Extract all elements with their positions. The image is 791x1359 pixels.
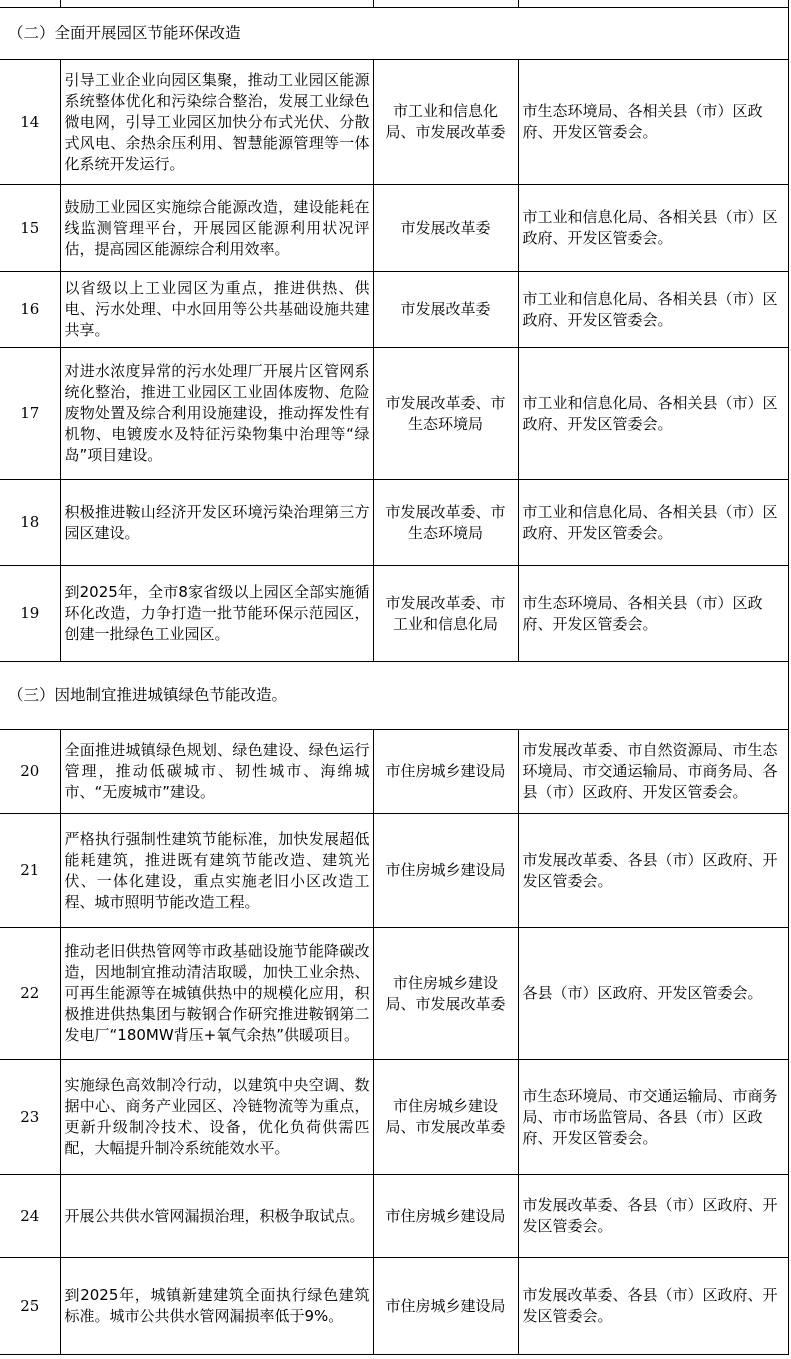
row-number: 23 xyxy=(0,1060,60,1175)
task-description: 到2025年，全市8家省级以上园区全部实施循环化改造，力争打造一批节能环保示范园区，创建一批绿色工业园区。 xyxy=(60,566,373,662)
table-row xyxy=(0,1060,788,1175)
table-row xyxy=(0,814,788,928)
table-row xyxy=(0,272,788,348)
task-description: 以省级以上工业园区为重点，推进供热、供电、污水处理、中水回用等公共基础设施共建共享。 xyxy=(60,272,373,348)
section-header-row xyxy=(0,8,788,60)
row-number: 20 xyxy=(0,730,60,814)
cooperating-departments: 市发展改革委、各县（市）区政府、开发区管委会。 xyxy=(518,1175,788,1258)
row-number: 25 xyxy=(0,1258,60,1355)
cooperating-departments: 市发展改革委、各县（市）区政府、开发区管委会。 xyxy=(518,1258,788,1355)
cooperating-departments: 市工业和信息化局、各相关县（市）区政府、开发区管委会。 xyxy=(518,480,788,566)
row-number: 22 xyxy=(0,928,60,1060)
cooperating-departments: 市发展改革委、市自然资源局、市生态环境局、市交通运输局、市商务局、各县（市）区政府、开发区管委会。 xyxy=(518,730,788,814)
lead-department: 市发展改革委、市生态环境局 xyxy=(373,480,518,566)
lead-department: 市住房城乡建设局、市发展改革委 xyxy=(373,1060,518,1175)
previous-row-remnant xyxy=(0,0,788,8)
lead-department: 市住房城乡建设局 xyxy=(373,730,518,814)
row-number: 21 xyxy=(0,814,60,928)
lead-department: 市住房城乡建设局 xyxy=(373,1258,518,1355)
task-description: 引导工业企业向园区集聚，推动工业园区能源系统整体优化和污染综合整治，发展工业绿色微电网，引导工业园区加快分布式光伏、分散式风电、余热余压利用、智慧能源管理等一体化系统开发运行。 xyxy=(60,60,373,185)
table-row xyxy=(0,185,788,272)
row-number: 18 xyxy=(0,480,60,566)
row-number: 19 xyxy=(0,566,60,662)
cooperating-departments: 市工业和信息化局、各相关县（市）区政府、开发区管委会。 xyxy=(518,348,788,480)
cooperating-departments: 市生态环境局、各相关县（市）区政府、开发区管委会。 xyxy=(518,566,788,662)
table-row xyxy=(0,1175,788,1258)
task-description: 推动老旧供热管网等市政基础设施节能降碳改造，因地制宜推动清洁取暖，加快工业余热、可再生能源等在城镇供热中的规模化应用，积极推进供热集团与鞍钢合作研究推进鞍钢第二发电厂“180MW背压+氧气余热”供暖项目。 xyxy=(60,928,373,1060)
lead-department: 市发展改革委、市工业和信息化局 xyxy=(373,566,518,662)
lead-department: 市工业和信息化局、市发展改革委 xyxy=(373,60,518,185)
lead-department: 市住房城乡建设局、市发展改革委 xyxy=(373,928,518,1060)
table-row xyxy=(0,1258,788,1355)
cooperating-departments: 各县（市）区政府、开发区管委会。 xyxy=(518,928,788,1060)
table-row xyxy=(0,348,788,480)
section-title: （二）全面开展园区节能环保改造 xyxy=(0,8,788,60)
cooperating-departments: 市生态环境局、各相关县（市）区政府、开发区管委会。 xyxy=(518,60,788,185)
row-number: 24 xyxy=(0,1175,60,1258)
cooperating-departments: 市生态环境局、市交通运输局、市商务局、市市场监管局、各县（市）区政府、开发区管委会。 xyxy=(518,1060,788,1175)
cooperating-departments: 市工业和信息化局、各相关县（市）区政府、开发区管委会。 xyxy=(518,185,788,272)
lead-department: 市发展改革委 xyxy=(373,185,518,272)
table-row xyxy=(0,60,788,185)
cooperating-departments: 市工业和信息化局、各相关县（市）区政府、开发区管委会。 xyxy=(518,272,788,348)
task-description: 全面推进城镇绿色规划、绿色建设、绿色运行管理，推动低碳城市、韧性城市、海绵城市、“无废城市”建设。 xyxy=(60,730,373,814)
task-description: 积极推进鞍山经济开发区环境污染治理第三方园区建设。 xyxy=(60,480,373,566)
section-header-row xyxy=(0,662,788,730)
lead-department: 市住房城乡建设局 xyxy=(373,1175,518,1258)
row-number: 15 xyxy=(0,185,60,272)
task-description: 对进水浓度异常的污水处理厂开展片区管网系统化整治，推进工业园区工业固体废物、危险废物处置及综合利用设施建设，推动挥发性有机物、电镀废水及特征污染物集中治理等“绿岛”项目建设。 xyxy=(60,348,373,480)
row-number: 17 xyxy=(0,348,60,480)
task-description: 鼓励工业园区实施综合能源改造，建设能耗在线监测管理平台，开展园区能源利用状况评估，提高园区能源综合利用效率。 xyxy=(60,185,373,272)
table-row xyxy=(0,566,788,662)
task-description: 严格执行强制性建筑节能标准，加快发展超低能耗建筑，推进既有建筑节能改造、建筑光伏、一体化建设，重点实施老旧小区改造工程、城市照明节能改造工程。 xyxy=(60,814,373,928)
table-row xyxy=(0,730,788,814)
row-number: 16 xyxy=(0,272,60,348)
table-row xyxy=(0,928,788,1060)
cooperating-departments: 市发展改革委、各县（市）区政府、开发区管委会。 xyxy=(518,814,788,928)
task-description: 到2025年，城镇新建建筑全面执行绿色建筑标准。城市公共供水管网漏损率低于9%。 xyxy=(60,1258,373,1355)
lead-department: 市住房城乡建设局 xyxy=(373,814,518,928)
row-number: 14 xyxy=(0,60,60,185)
section-title: （三）因地制宜推进城镇绿色节能改造。 xyxy=(0,662,788,730)
lead-department: 市发展改革委、市生态环境局 xyxy=(373,348,518,480)
table-row xyxy=(0,480,788,566)
task-description: 实施绿色高效制冷行动，以建筑中央空调、数据中心、商务产业园区、冷链物流等为重点，更新升级制冷技术、设备，优化负荷供需匹配，大幅提升制冷系统能效水平。 xyxy=(60,1060,373,1175)
task-description: 开展公共供水管网漏损治理，积极争取试点。 xyxy=(60,1175,373,1258)
lead-department: 市发展改革委 xyxy=(373,272,518,348)
